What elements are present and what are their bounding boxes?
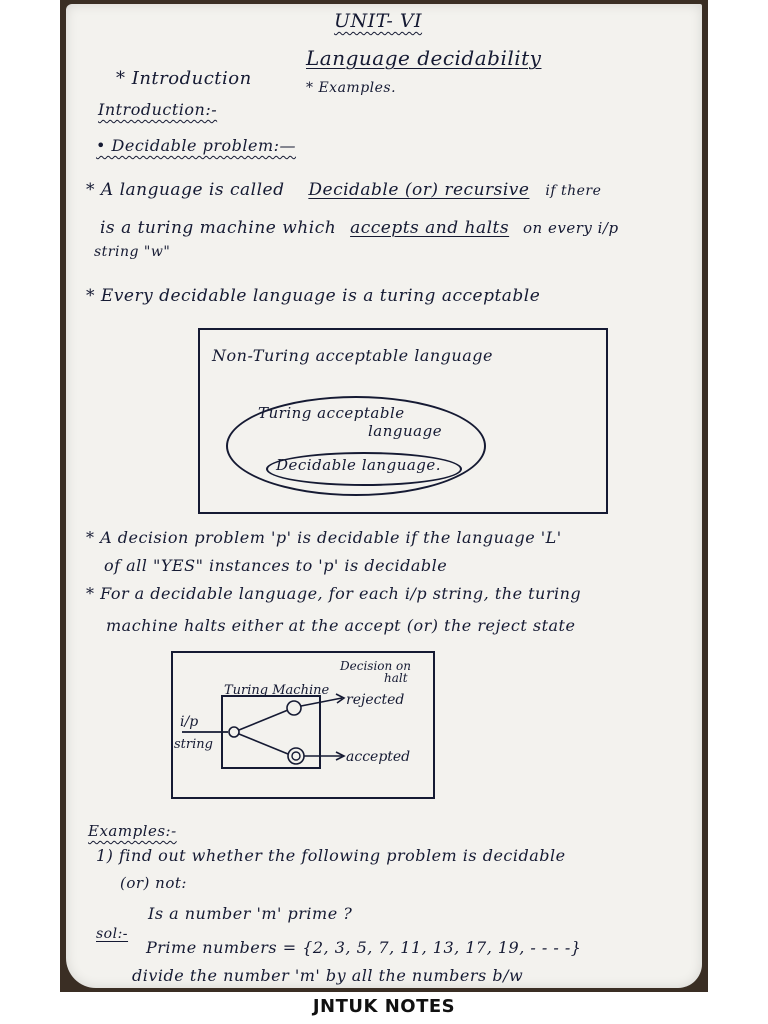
turing-machine-diagram [170, 650, 446, 802]
reject-state [287, 701, 301, 715]
question1-text: Is a number 'm' prime ? [148, 904, 353, 923]
point1-line1-a: * A language is called [86, 180, 285, 200]
turing-acceptable-label-2: language [368, 422, 443, 440]
turing-acceptable-label-1: Turing acceptable [258, 404, 405, 422]
page-title: Language decidability [306, 46, 542, 70]
point1-line1-c: if there [545, 183, 602, 199]
point2: * Every decidable language is a turing acceptable [86, 286, 541, 306]
non-turing-acceptable-label: Non-Turing acceptable language [212, 346, 493, 365]
accept-transition [239, 734, 288, 754]
input-label-2: string [174, 737, 213, 752]
solution-line1: Prime numbers = {2, 3, 5, 7, 11, 13, 17, 19, - - - -} [146, 938, 582, 957]
point1-line2-a: is a turing machine which [100, 218, 337, 238]
question1-line1: 1) find out whether the following problem is decidable [96, 846, 566, 865]
point1-line2-c: on every i/p [523, 219, 619, 237]
solution-line2: divide the number 'm' by all the numbers b/w [132, 966, 524, 985]
footer-watermark: JNTUK NOTES [312, 996, 456, 1017]
solution-label: sol:- [96, 926, 129, 942]
point1-line3: string "w" [94, 244, 171, 260]
notebook-page [66, 4, 702, 988]
decision-label-1: Decision on [340, 659, 411, 673]
accepted-label: accepted [346, 749, 411, 765]
point4-line1: * For a decidable language, for each i/p string, the turing [86, 584, 582, 603]
question1-line2: (or) not: [120, 874, 187, 892]
accept-state-inner [292, 752, 300, 760]
examples-heading: Examples:- [88, 822, 177, 840]
point1-line2 [100, 218, 619, 238]
rejected-label: rejected [346, 692, 405, 708]
point3-line1: * A decision problem 'p' is decidable if the language 'L' [86, 528, 562, 547]
accepts-and-halts: accepts and halts [350, 218, 510, 238]
decision-label-2: halt [384, 671, 408, 685]
toc-item-examples: * Examples. [306, 80, 397, 96]
decidable-or-recursive: Decidable (or) recursive [308, 180, 530, 200]
toc-item-introduction: * Introduction [116, 68, 252, 89]
point1-line1 [86, 180, 601, 200]
rejected-arrow [301, 698, 342, 706]
accept-state-outer [288, 748, 304, 764]
introduction-heading: Introduction:- [98, 100, 218, 119]
point4-line2: machine halts either at the accept (or) the reject state [106, 616, 576, 635]
unit-title: UNIT- VI [334, 10, 423, 32]
decidable-language-label: Decidable language. [276, 456, 442, 474]
reject-transition [239, 710, 288, 730]
turing-machine-box [222, 696, 320, 768]
start-state [229, 727, 239, 737]
input-label-1: i/p [180, 714, 199, 730]
point3-line2: of all "YES" instances to 'p' is decidable [104, 556, 448, 575]
decidable-problem-heading: • Decidable problem:— [96, 136, 297, 155]
turing-machine-label: Turing Machine [224, 683, 330, 698]
